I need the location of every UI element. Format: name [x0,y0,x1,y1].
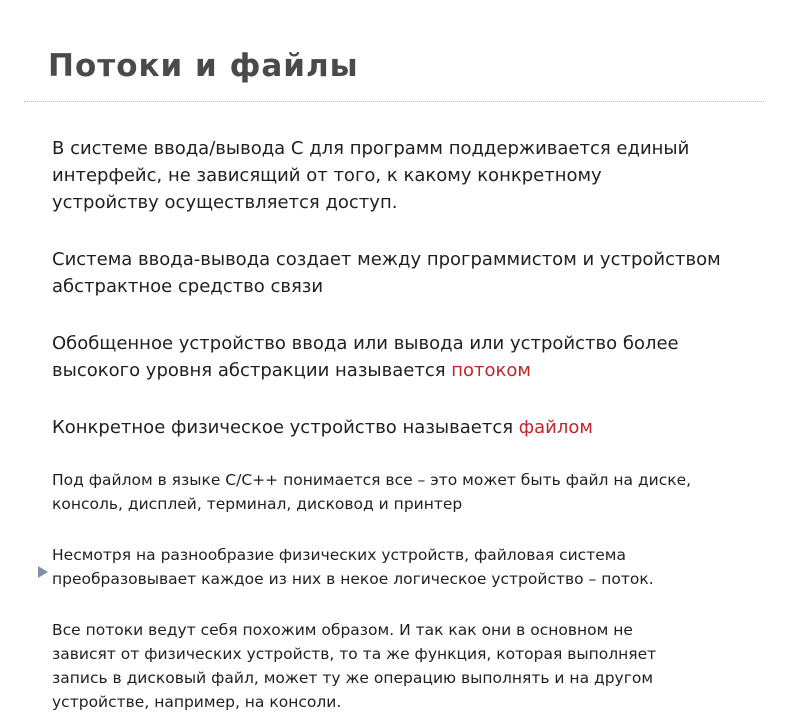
play-arrow-icon[interactable] [38,566,48,578]
paragraph-1 [26,108,778,216]
paragraph-5-text: Под файлом в языке С/С++ понимается все – это может быть файл на диске, консоль, дисплей, терминал, дисковод и принтер [52,471,692,513]
highlight-stream: потоком [451,360,532,381]
slide-body [26,108,778,717]
paragraph-2 [26,219,778,300]
paragraph-5 [26,444,778,516]
paragraph-4 [26,387,778,441]
highlight-file: файлом [518,417,593,438]
slide-title: Потоки и файлы [48,48,359,84]
paragraph-7-text: Все потоки ведут себя похожим образом. И так как они в основном не зависят от физических устройств, то та же функция, которая выполняет запись в дисковый файл, может ту же операцию выполнять и на другом устройстве, например, на консоли. [52,621,657,711]
paragraph-4-text: Конкретное физическое устройство называется [52,417,519,438]
paragraph-6 [26,519,778,591]
paragraph-7 [26,594,778,714]
paragraph-3-text: Обобщенное устройство ввода или вывода или устройство более высокого уровня абстракции называется [52,333,679,381]
title-divider [24,101,764,102]
paragraph-6-text: Несмотря на разнообразие физических устройств, файловая система преобразовывает каждое из них в некое логическое устройство – поток. [52,546,654,588]
paragraph-1-text: В системе ввода/вывода С для программ поддерживается единый интерфейс, не зависящий от того, к какому конкретному устройству осуществляется доступ. [52,138,690,213]
paragraph-3 [26,303,778,384]
paragraph-2-text: Система ввода-вывода создает между программистом и устройством абстрактное средство связи [52,249,721,297]
